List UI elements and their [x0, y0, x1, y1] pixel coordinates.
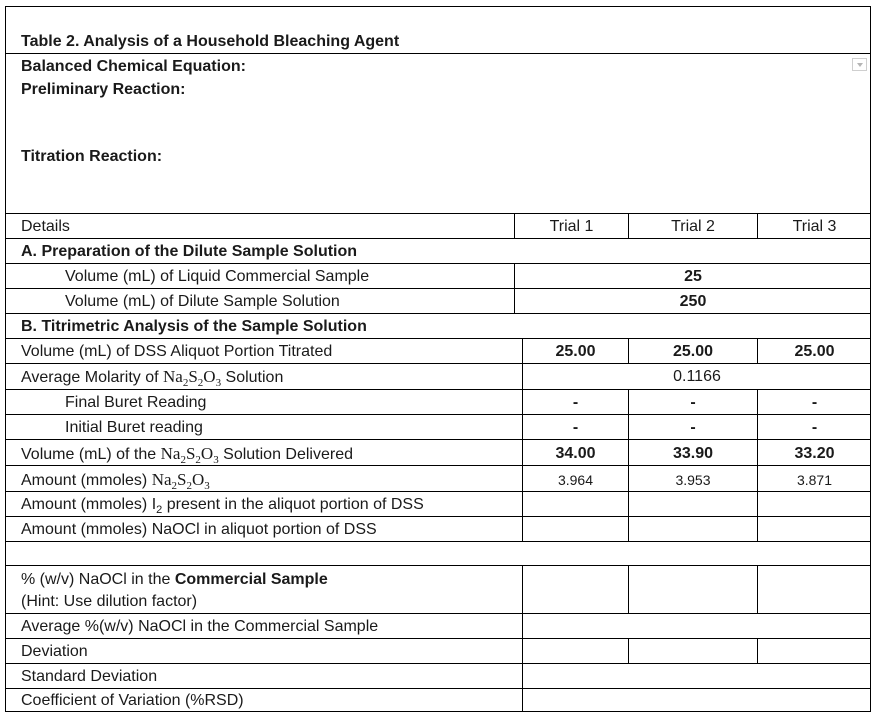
row-divider	[5, 491, 871, 492]
row-divider	[5, 53, 871, 54]
liquid-sample-value: 25	[684, 268, 702, 285]
row-divider	[5, 288, 871, 289]
final-buret-trial-1: -	[572, 394, 579, 411]
liquid-sample-label: Volume (mL) of Liquid Commercial Sample	[65, 268, 370, 285]
row-divider	[5, 613, 871, 614]
row-divider	[5, 638, 871, 639]
initial-buret-trial-3: -	[811, 419, 818, 436]
row-divider	[5, 565, 871, 566]
delivered-trial-2: 33.90	[672, 445, 714, 462]
mmoles-thiosulfate-trial-2: 3.953	[675, 472, 711, 488]
aliquot-label: Volume (mL) of DSS Aliquot Portion Titrated	[21, 343, 333, 360]
final-buret-label: Final Buret Reading	[65, 394, 207, 411]
equation-heading: Balanced Chemical Equation:	[21, 58, 246, 75]
delivered-trial-3: 33.20	[794, 445, 835, 462]
delivered-label: Volume (mL) of the $Na_2S_2O_3$ Solution Delivered	[21, 444, 353, 466]
dilute-solution-label: Volume (mL) of Dilute Sample Solution	[65, 293, 340, 310]
preliminary-reaction-label: Preliminary Reaction:	[21, 81, 186, 98]
row-divider	[5, 663, 871, 664]
final-buret-trial-3: -	[811, 394, 818, 411]
mmoles-thiosulfate-trial-1: 3.964	[557, 472, 594, 488]
aliquot-trial-2: 25.00	[672, 343, 714, 360]
col-divider	[628, 565, 629, 613]
avg-molarity-value: 0.1166	[673, 368, 721, 385]
thiosulfate-formula: $Na_2S_2O_3$	[163, 367, 222, 389]
col-divider	[628, 638, 629, 663]
row-divider	[5, 465, 871, 466]
row-divider	[5, 213, 871, 214]
thiosulfate-formula: $Na_2S_2O_3$	[160, 444, 219, 466]
average-percent-label: Average %(w/v) NaOCl in the Commercial Sample	[21, 618, 379, 635]
row-divider	[5, 363, 871, 364]
row-divider	[5, 313, 871, 314]
trial-3-header: Trial 3	[792, 218, 837, 235]
avg-molarity-label: Average Molarity of $Na_2S_2O_3$ Solution	[21, 367, 284, 389]
naocl-aliquot-label: Amount (mmoles) NaOCl in aliquot portion of DSS	[21, 521, 377, 538]
delivered-trial-1: 34.00	[555, 445, 596, 462]
initial-buret-label: Initial Buret reading	[65, 419, 203, 436]
row-divider	[5, 516, 871, 517]
row-divider	[5, 263, 871, 264]
aliquot-trial-3: 25.00	[794, 343, 835, 360]
details-header: Details	[21, 218, 70, 235]
table-title: Table 2. Analysis of a Household Bleaching Agent	[21, 33, 400, 50]
thiosulfate-formula: $Na_2S_2O_3$	[151, 470, 210, 492]
row-divider	[5, 389, 871, 390]
deviation-label: Deviation	[21, 643, 88, 660]
dropdown-arrow-icon[interactable]	[852, 58, 867, 71]
mmoles-thiosulfate-trial-3: 3.871	[796, 472, 833, 488]
row-divider	[5, 688, 871, 689]
row-divider	[5, 541, 871, 542]
section-a-heading: A. Preparation of the Dilute Sample Solution	[21, 243, 358, 260]
mmoles-thiosulfate-label: Amount (mmoles) $Na_2S_2O_3$	[21, 470, 210, 492]
initial-buret-trial-2: -	[690, 419, 696, 436]
trial-1-header: Trial 1	[549, 218, 594, 235]
row-divider	[5, 338, 871, 339]
cv-label: Coefficient of Variation (%RSD)	[21, 692, 244, 709]
aliquot-trial-1: 25.00	[555, 343, 596, 360]
final-buret-trial-2: -	[690, 394, 696, 411]
std-dev-label: Standard Deviation	[21, 668, 158, 685]
titration-reaction-label: Titration Reaction:	[21, 148, 163, 165]
row-divider	[5, 238, 871, 239]
row-divider	[5, 439, 871, 440]
percent-naocl-hint: (Hint: Use dilution factor)	[21, 593, 198, 610]
iodine-label: Amount (mmoles) $I_2$ present in the aliquot portion of DSS	[21, 496, 424, 516]
trial-2-header: Trial 2	[671, 218, 715, 235]
dilute-solution-value: 250	[679, 293, 707, 310]
row-divider	[5, 414, 871, 415]
percent-naocl-label: % (w/v) NaOCl in the Commercial Sample	[21, 571, 328, 588]
col-divider	[757, 638, 758, 663]
col-divider	[757, 565, 758, 613]
initial-buret-trial-1: -	[572, 419, 579, 436]
section-b-heading: B. Titrimetric Analysis of the Sample Solution	[21, 318, 367, 335]
col-divider	[522, 565, 523, 711]
